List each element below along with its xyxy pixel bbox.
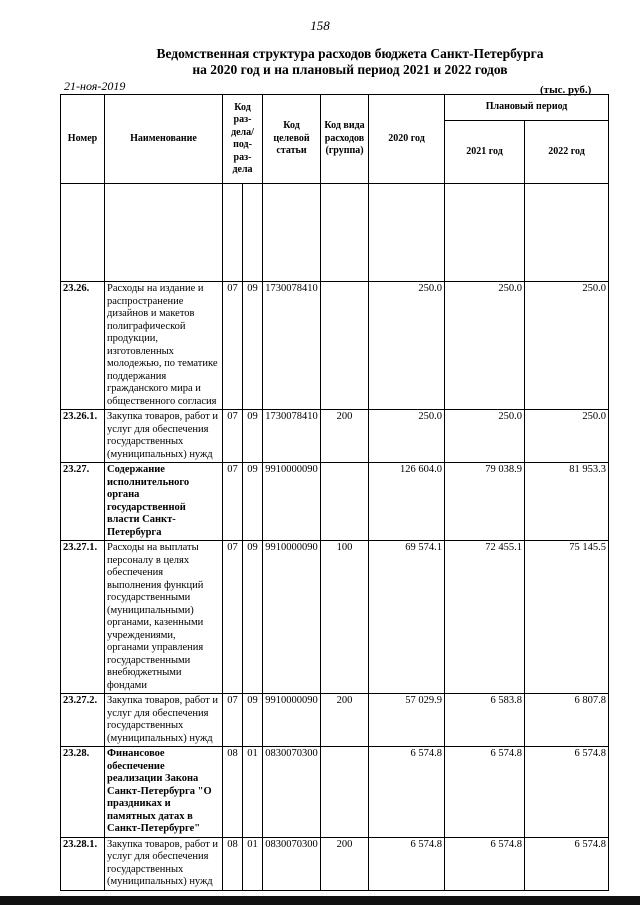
- cell-2020: 6 574.8: [369, 837, 445, 890]
- table-row: [61, 541, 609, 694]
- table-body: [61, 282, 609, 891]
- cell-2022: 6 807.8: [525, 694, 609, 747]
- cell-subsection: 09: [243, 410, 263, 463]
- cell-target: 9910000090: [263, 541, 321, 694]
- table-row: [61, 282, 609, 410]
- cell-expense-type: 200: [321, 410, 369, 463]
- header-2021: 2021 год: [445, 121, 525, 184]
- cell-section: 07: [223, 410, 243, 463]
- table-header: [61, 95, 609, 282]
- cell-number: 23.28.1.: [61, 837, 105, 890]
- cell-2021: 6 574.8: [445, 747, 525, 838]
- cell-number: 23.28.: [61, 747, 105, 838]
- cell-2021: 6 583.8: [445, 694, 525, 747]
- cell-subsection: 09: [243, 463, 263, 541]
- cell-2020: 250.0: [369, 410, 445, 463]
- table-row: [61, 694, 609, 747]
- cell-expense-type: [321, 463, 369, 541]
- cell-section: 08: [223, 747, 243, 838]
- header-name: Наименование: [105, 95, 223, 184]
- title-line-1: Ведомственная структура расходов бюджета Санкт-Петербурга: [156, 46, 544, 61]
- report-date: 21-ноя-2019: [64, 79, 126, 93]
- cell-expense-type: [321, 747, 369, 838]
- cell-name: Закупка товаров, работ и услуг для обеспечения государственных (муниципальных) нужд: [105, 410, 223, 463]
- cell-2022: 75 145.5: [525, 541, 609, 694]
- cell-name: Содержание исполнительного органа государственной власти Санкт-Петербурга: [105, 463, 223, 541]
- cell-subsection: 09: [243, 282, 263, 410]
- cell-2021: 72 455.1: [445, 541, 525, 694]
- cell-number: 23.27.2.: [61, 694, 105, 747]
- title-line-2: на 2020 год и на плановый период 2021 и 2022 годов: [192, 62, 508, 77]
- cell-2020: 6 574.8: [369, 747, 445, 838]
- budget-table: [60, 94, 609, 891]
- cell-number: 23.26.1.: [61, 410, 105, 463]
- header-2020: 2020 год: [369, 95, 445, 184]
- cell-2020: 57 029.9: [369, 694, 445, 747]
- cell-target: 0830070300: [263, 837, 321, 890]
- cell-expense-type: 200: [321, 837, 369, 890]
- cell-target: 1730078410: [263, 410, 321, 463]
- cell-subsection: 01: [243, 837, 263, 890]
- cell-name: Закупка товаров, работ и услуг для обеспечения государственных (муниципальных) нужд: [105, 694, 223, 747]
- table-row: [61, 410, 609, 463]
- cell-number: 23.27.: [61, 463, 105, 541]
- header-target: Код целевой статьи: [263, 95, 321, 184]
- cell-section: 07: [223, 541, 243, 694]
- cell-target: 9910000090: [263, 694, 321, 747]
- scan-edge: [0, 896, 640, 905]
- cell-expense-type: [321, 282, 369, 410]
- cell-subsection: 09: [243, 694, 263, 747]
- header-section: Код раз-дела/ под-раз-дела: [223, 95, 263, 184]
- header-planned-period: Плановый период: [445, 95, 609, 121]
- cell-name: Закупка товаров, работ и услуг для обеспечения государственных (муниципальных) нужд: [105, 837, 223, 890]
- cell-2020: 69 574.1: [369, 541, 445, 694]
- cell-expense-type: 200: [321, 694, 369, 747]
- cell-2022: 6 574.8: [525, 837, 609, 890]
- table-row: [61, 837, 609, 890]
- cell-name: Расходы на выплаты персоналу в целях обеспечения выполнения функций государственными (муниципальными) органами, казенными учреждениями, органами управления государственными внебюджетными фондами: [105, 541, 223, 694]
- cell-section: 07: [223, 463, 243, 541]
- cell-target: 1730078410: [263, 282, 321, 410]
- cell-number: 23.26.: [61, 282, 105, 410]
- cell-2022: 250.0: [525, 282, 609, 410]
- cell-number: 23.27.1.: [61, 541, 105, 694]
- cell-2021: 250.0: [445, 282, 525, 410]
- cell-2021: 250.0: [445, 410, 525, 463]
- page-number: 158: [310, 18, 330, 33]
- header-expense-type: Код вида расходов (группа): [321, 95, 369, 184]
- units-label: (тыс. руб.): [540, 84, 592, 96]
- header-spacer: [61, 184, 609, 282]
- cell-subsection: 09: [243, 541, 263, 694]
- cell-name: Финансовое обеспечение реализации Закона Санкт-Петербурга "О праздниках и памятных датах в Санкт-Петербурге": [105, 747, 223, 838]
- cell-2021: 6 574.8: [445, 837, 525, 890]
- cell-2020: 126 604.0: [369, 463, 445, 541]
- cell-2021: 79 038.9: [445, 463, 525, 541]
- table-row: [61, 463, 609, 541]
- cell-expense-type: 100: [321, 541, 369, 694]
- document-title: [60, 46, 640, 78]
- header-number: Номер: [61, 95, 105, 184]
- cell-subsection: 01: [243, 747, 263, 838]
- cell-2022: 81 953.3: [525, 463, 609, 541]
- header-2022: 2022 год: [525, 121, 609, 184]
- cell-target: 9910000090: [263, 463, 321, 541]
- cell-section: 07: [223, 282, 243, 410]
- cell-section: 08: [223, 837, 243, 890]
- cell-name: Расходы на издание и распространение дизайнов и макетов полиграфической продукции, изготовленных молодежью, по тематике поддержания гражданского мира и общественного согласия: [105, 282, 223, 410]
- cell-2022: 250.0: [525, 410, 609, 463]
- table-row: [61, 747, 609, 838]
- cell-2020: 250.0: [369, 282, 445, 410]
- cell-2022: 6 574.8: [525, 747, 609, 838]
- cell-target: 0830070300: [263, 747, 321, 838]
- cell-section: 07: [223, 694, 243, 747]
